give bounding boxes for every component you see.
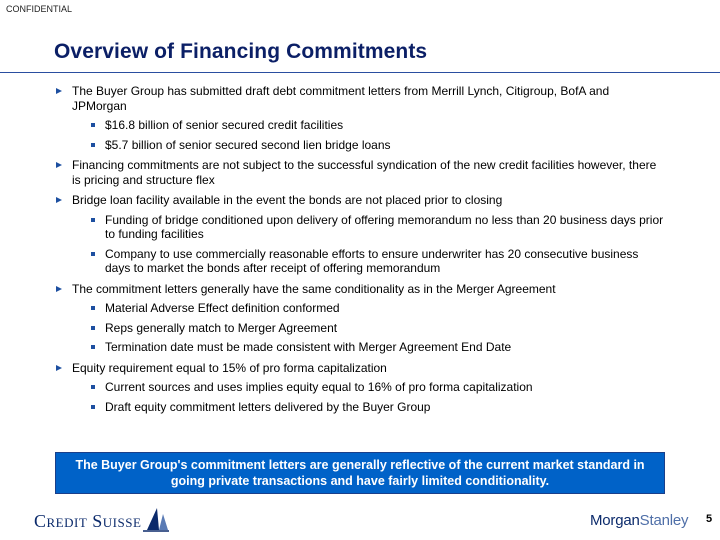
- morgan-stanley-wordmark-left: Morgan: [590, 512, 640, 529]
- credit-suisse-logo: [34, 502, 169, 532]
- sub-bullet-text: Current sources and uses implies equity equal to 16% of pro forma capitalization: [105, 380, 533, 394]
- square-bullet-icon: [91, 218, 95, 222]
- sails-icon: [143, 504, 169, 532]
- sub-bullet-item: [72, 380, 666, 395]
- sub-bullet-item: [72, 213, 666, 242]
- bullet-list: [56, 84, 666, 414]
- bullet-item: [56, 193, 666, 276]
- bullet-item: [56, 282, 666, 355]
- bullet-text: Financing commitments are not subject to the successful syndication of the new credit facilities however, there is pricing and structure flex: [72, 158, 657, 187]
- square-bullet-icon: [91, 326, 95, 330]
- bullet-item: [56, 158, 666, 187]
- sub-bullet-text: $5.7 billion of senior secured second lien bridge loans: [105, 137, 391, 152]
- bullet-text: Bridge loan facility available in the event the bonds are not placed prior to closing: [72, 193, 503, 207]
- sub-bullet-item: [72, 340, 666, 355]
- arrow-bullet-icon: [56, 88, 62, 94]
- sub-bullet-text: Draft equity commitment letters delivered by the Buyer Group: [105, 399, 431, 414]
- bullet-text: Equity requirement equal to 15% of pro forma capitalization: [72, 360, 387, 375]
- sub-bullet-item: [72, 118, 666, 133]
- square-bullet-icon: [91, 143, 95, 147]
- page-title: Overview of Financing Commitments: [54, 40, 428, 63]
- arrow-bullet-icon: [56, 365, 62, 371]
- sub-bullet-text: $16.8 billion of senior secured credit facilities: [105, 118, 344, 132]
- title-divider: [0, 72, 720, 73]
- square-bullet-icon: [91, 345, 95, 349]
- square-bullet-icon: [91, 385, 95, 389]
- arrow-bullet-icon: [56, 162, 62, 168]
- sub-bullet-text: Termination date must be made consistent with Merger Agreement End Date: [105, 340, 512, 354]
- bullet-text: The Buyer Group has submitted draft debt commitment letters from Merrill Lynch, Citigroup, BofA and JPMorgan: [72, 84, 610, 113]
- sub-bullet-item: [72, 247, 666, 276]
- morgan-stanley-logo: [590, 512, 688, 529]
- sub-bullet-item: [72, 138, 666, 153]
- bullet-text: The commitment letters generally have the same conditionality as in the Merger Agreement: [72, 281, 556, 296]
- arrow-bullet-icon: [56, 197, 62, 203]
- sub-bullet-item: [72, 321, 666, 336]
- summary-callout-box: The Buyer Group's commitment letters are generally reflective of the current market standard in going private transactions and have fairly limited conditionality.: [55, 452, 665, 494]
- square-bullet-icon: [91, 306, 95, 310]
- sub-bullet-text: Funding of bridge conditioned upon delivery of offering memorandum no less than 20 business days prior to funding facilities: [105, 212, 664, 241]
- square-bullet-icon: [91, 405, 95, 409]
- sub-bullet-text: Material Adverse Effect definition conformed: [105, 301, 340, 315]
- sub-bullet-text: Company to use commercially reasonable efforts to ensure underwriter has 20 consecutive business days to market the bonds after receipt of offering memorandum: [105, 246, 639, 275]
- bullet-item: [56, 361, 666, 415]
- square-bullet-icon: [91, 123, 95, 127]
- credit-suisse-wordmark: Credit Suisse: [34, 511, 142, 531]
- arrow-bullet-icon: [56, 286, 62, 292]
- morgan-stanley-wordmark-right: Stanley: [639, 512, 689, 529]
- sub-bullet-item: [72, 400, 666, 415]
- sub-bullet-text: Reps generally match to Merger Agreement: [105, 320, 338, 335]
- confidential-label: CONFIDENTIAL: [6, 4, 73, 14]
- sub-bullet-item: [72, 301, 666, 316]
- bullet-item: [56, 84, 666, 152]
- square-bullet-icon: [91, 252, 95, 256]
- page-number: 5: [706, 513, 713, 525]
